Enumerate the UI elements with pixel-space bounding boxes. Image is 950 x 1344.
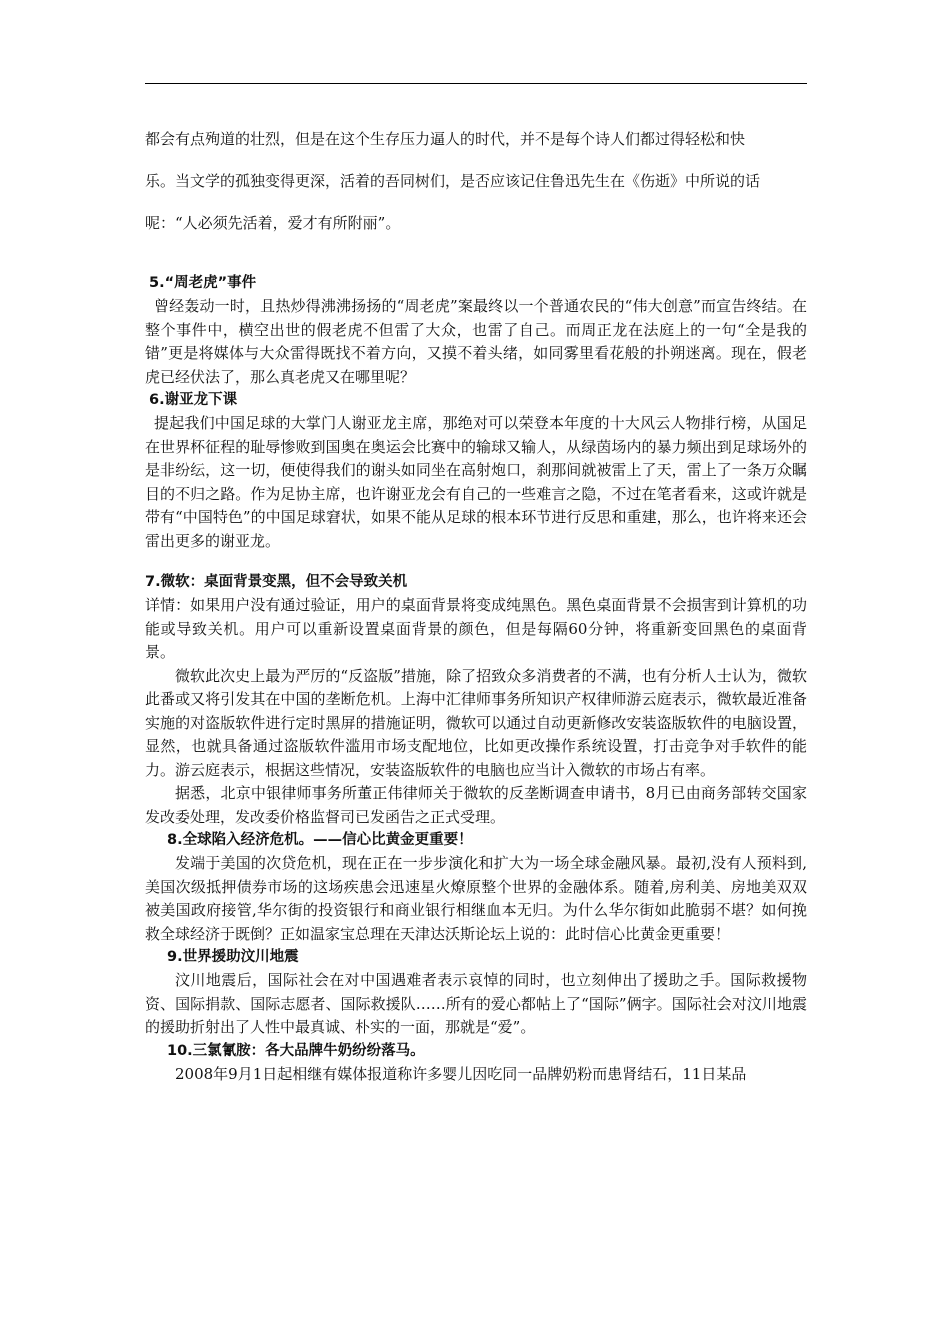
section-heading: 9.世界援助汶川地震 [167, 949, 299, 965]
section-paragraph: 汶川地震后，国际社会在对中国遇难者表示哀悼的同时，也立刻伸出了援助之手。国际救援物资、国际捐款、国际志愿者、国际救援队……所有的爱心都帖上了“国际”俩字。国际社会对汶川地震的援助折射出了人性中最真诚、朴实的一面，那就是“爱”。 [145, 971, 807, 1036]
section-paragraph: 曾经轰动一时，且热炒得沸沸扬扬的“周老虎”案最终以一个普通农民的“伟大创意”而宣告终结。在整个事件中，横空出世的假老虎不但雷了大众，也雷了自己。而周正龙在法庭上的一句“全是我的错”更是将媒体与大众雷得既找不着方向，又摸不着头绪，如同雾里看花般的扑朔迷离。现在，假老虎已经伏法了，那么真老虎又在哪里呢？ [145, 297, 807, 386]
section-paragraph: 微软此次史上最为严厉的“反盗版”措施，除了招致众多消费者的不满，也有分析人士认为，微软此番或又将引发其在中国的垄断危机。上海中汇律师事务所知识产权律师游云庭表示，微软最近准备实施的对盗版软件进行定时黑屏的措施证明，微软可以通过自动更新修改安装盗版软件的电脑设置，显然，也就具备通过盗版软件滥用市场支配地位，比如更改操作系统设置，打击竞争对手软件的能力。游云庭表示，根据这些情况，安装盗版软件的电脑也应当计入微软的市场占有率。 [145, 666, 807, 779]
header-rule [145, 83, 807, 84]
section-6 [145, 389, 807, 553]
section-paragraph: 据悉，北京中银律师事务所董正伟律师关于微软的反垄断调查申请书，8月已由商务部转交国家发改委处理，发改委价格监督司已发函告之正式受理。 [145, 784, 807, 826]
intro-line: 呢：“人必须先活着，爱才有所附丽”。 [145, 214, 401, 232]
section-heading: 6.谢亚龙下课 [149, 392, 238, 408]
intro-line: 都会有点殉道的壮烈，但是在这个生存压力逼人的时代，并不是每个诗人们都过得轻松和快 [145, 130, 746, 148]
section-heading: 5.“周老虎”事件 [149, 275, 257, 291]
section-paragraph: 提起我们中国足球的大掌门人谢亚龙主席，那绝对可以荣登本年度的十大风云人物排行榜，从国足在世界杯征程的耻辱惨败到国奥在奥运会比赛中的输球又输人，从绿茵场内的暴力频出到足球场外的是非纷纭，这一切，便使得我们的谢头如同坐在高射炮口，刹那间就被雷上了天，雷上了一条万众瞩目的不归之路。作为足协主席，也许谢亚龙会有自己的一些难言之隐，不过在笔者看来，这或许就是带有“中国特色”的中国足球窘状，如果不能从足球的根本环节进行反思和重建，那么，也许将来还会雷出更多的谢亚龙。 [145, 414, 807, 550]
section-10 [145, 1040, 807, 1087]
section-paragraph: 发端于美国的次贷危机，现在正在一步步演化和扩大为一场全球金融风暴。最初,没有人预料到,美国次级抵押债券市场的这场疾患会迅速星火燎原整个世界的金融体系。随着,房利美、房地美双双被美国政府接管,华尔街的投资银行和商业银行相继血本无归。为什么华尔街如此脆弱不堪？如何挽救全球经济于既倒？正如温家宝总理在天津达沃斯论坛上说的：此时信心比黄金更重要！ [145, 854, 807, 943]
document-body [145, 118, 807, 1086]
section-heading: 10.三氯氰胺：各大品牌牛奶纷纷落马。 [167, 1042, 425, 1059]
section-heading: 7.微软：桌面背景变黑，但不会导致关机 [145, 574, 408, 590]
section-5 [145, 272, 807, 389]
intro-line: 乐。当文学的孤独变得更深，活着的吾同树们，是否应该记住鲁迅先生在《伤逝》中所说的话 [145, 172, 761, 190]
section-heading: 8.全球陷入经济危机。——信心比黄金更重要！ [167, 832, 473, 848]
intro-paragraph [145, 118, 807, 244]
section-detail: 详情：如果用户没有通过验证，用户的桌面背景将变成纯黑色。黑色桌面背景不会损害到计算机的功能或导致关机。用户可以重新设置桌面背景的颜色，但是每隔60分钟，将重新变回黑色的桌面背景。 [145, 596, 807, 661]
section-8 [145, 829, 807, 946]
section-9 [145, 946, 807, 1040]
section-paragraph: 2008年9月1日起相继有媒体报道称许多婴儿因吃同一品牌奶粉而患肾结石，11日某品 [175, 1064, 747, 1083]
section-7 [145, 571, 807, 829]
